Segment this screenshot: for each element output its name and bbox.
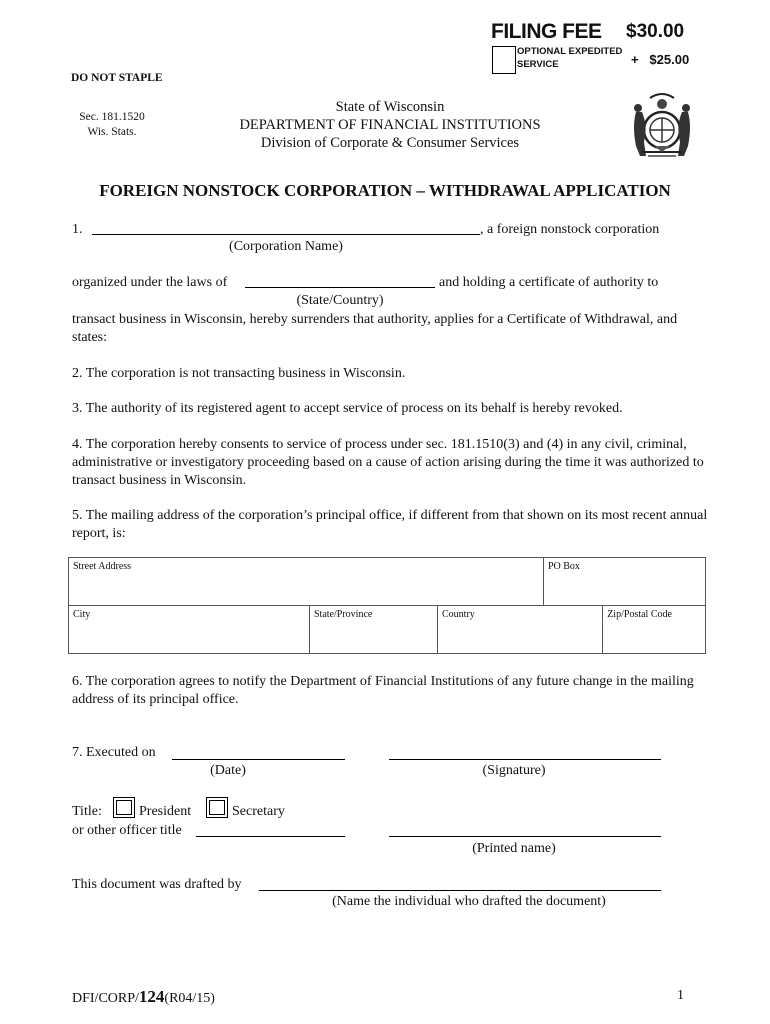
secretary-label: Secretary (232, 804, 285, 819)
statute-line-1: Sec. 181.1520 (79, 111, 145, 123)
other-officer-label: or other officer title (72, 823, 182, 838)
printed-name-field[interactable] (389, 836, 661, 837)
signature-caption: (Signature) (482, 763, 546, 778)
filing-fee-amount: $30.00 (626, 21, 685, 42)
item-3-text: 3. The authority of its registered agent to accept service of process on its behalf is hereby revoked. (72, 401, 623, 416)
form-revision: (R04/15) (164, 991, 215, 1006)
street-address-cell[interactable] (69, 558, 544, 606)
mailing-address-table (68, 557, 706, 654)
page-number: 1 (677, 988, 684, 1003)
form-number: 124 (138, 987, 165, 1006)
state-province-label: State/Province (314, 609, 373, 620)
execution-date-field[interactable] (172, 759, 345, 760)
form-prefix: DFI/CORP/ (72, 991, 139, 1006)
title-label: Title: (72, 804, 102, 819)
form-identifier (72, 987, 215, 1007)
department-name: DEPARTMENT OF FINANCIAL INSTITUTIONS (239, 117, 541, 133)
item-1-suffix: , a foreign nonstock corporation (480, 222, 660, 237)
po-box-cell[interactable] (543, 558, 705, 606)
other-officer-title-field[interactable] (196, 836, 345, 837)
item-6-text: 6. The corporation agrees to notify the Department of Financial Institutions of any future change in the mailing address of its principal office. (72, 674, 694, 707)
president-label: President (139, 804, 192, 819)
filing-fee-label: FILING FEE (491, 20, 602, 43)
expedited-amount: + $25.00 (631, 52, 690, 67)
drafted-by-field[interactable] (259, 890, 661, 891)
corporation-name-caption: (Corporation Name) (229, 239, 343, 254)
item-1-number: 1. (72, 222, 83, 237)
division-name: Division of Corporate & Consumer Services (260, 135, 520, 151)
city-label: City (73, 609, 91, 620)
zip-code-label: Zip/Postal Code (607, 609, 672, 620)
secretary-checkbox[interactable] (206, 797, 228, 818)
expedited-label-line2: SERVICE (517, 59, 559, 70)
country-cell[interactable] (438, 606, 603, 654)
city-cell[interactable] (69, 606, 310, 654)
drafted-by-label: This document was drafted by (72, 877, 242, 892)
corporation-name-field[interactable] (92, 234, 480, 235)
printed-name-caption: (Printed name) (472, 841, 556, 856)
form-title: FOREIGN NONSTOCK CORPORATION – WITHDRAWAL APPLICATION (99, 181, 671, 200)
state-name: State of Wisconsin (335, 99, 445, 115)
date-caption: (Date) (210, 763, 246, 778)
item-5-text: 5. The mailing address of the corporation’s principal office, if different from that shown on its most recent annual report, is: (72, 508, 708, 541)
item-1-continuation: transact business in Wisconsin, hereby surrenders that authority, applies for a Certificate of Withdrawal, and states: (72, 312, 678, 345)
drafted-by-caption: (Name the individual who drafted the document) (332, 894, 606, 909)
state-province-cell[interactable] (310, 606, 438, 654)
street-address-label: Street Address (73, 561, 132, 572)
country-label: Country (442, 609, 475, 620)
president-checkbox[interactable] (113, 797, 135, 818)
do-not-staple-notice: DO NOT STAPLE (71, 72, 163, 84)
executed-on-label: 7. Executed on (72, 745, 156, 760)
wisconsin-seal-icon (628, 86, 696, 166)
expedited-service-checkbox[interactable] (492, 46, 516, 74)
item-4-text: 4. The corporation hereby consents to service of process under sec. 181.1510(3) and (4) in any civil, criminal, administrative or investigatory proceeding based on a cause of action arising during the time it was authorized to transact business in Wisconsin. (72, 437, 704, 488)
organized-suffix: and holding a certificate of authority to (439, 275, 659, 290)
item-2-text: 2. The corporation is not transacting business in Wisconsin. (72, 366, 406, 381)
signature-field[interactable] (389, 759, 661, 760)
expedited-label-line1: OPTIONAL EXPEDITED (517, 46, 623, 57)
organized-prefix: organized under the laws of (72, 275, 228, 290)
statute-line-2: Wis. Stats. (87, 126, 137, 138)
state-country-field[interactable] (245, 287, 435, 288)
po-box-label: PO Box (547, 561, 580, 572)
zip-code-cell[interactable] (603, 606, 706, 654)
state-country-caption: (State/Country) (296, 293, 384, 308)
